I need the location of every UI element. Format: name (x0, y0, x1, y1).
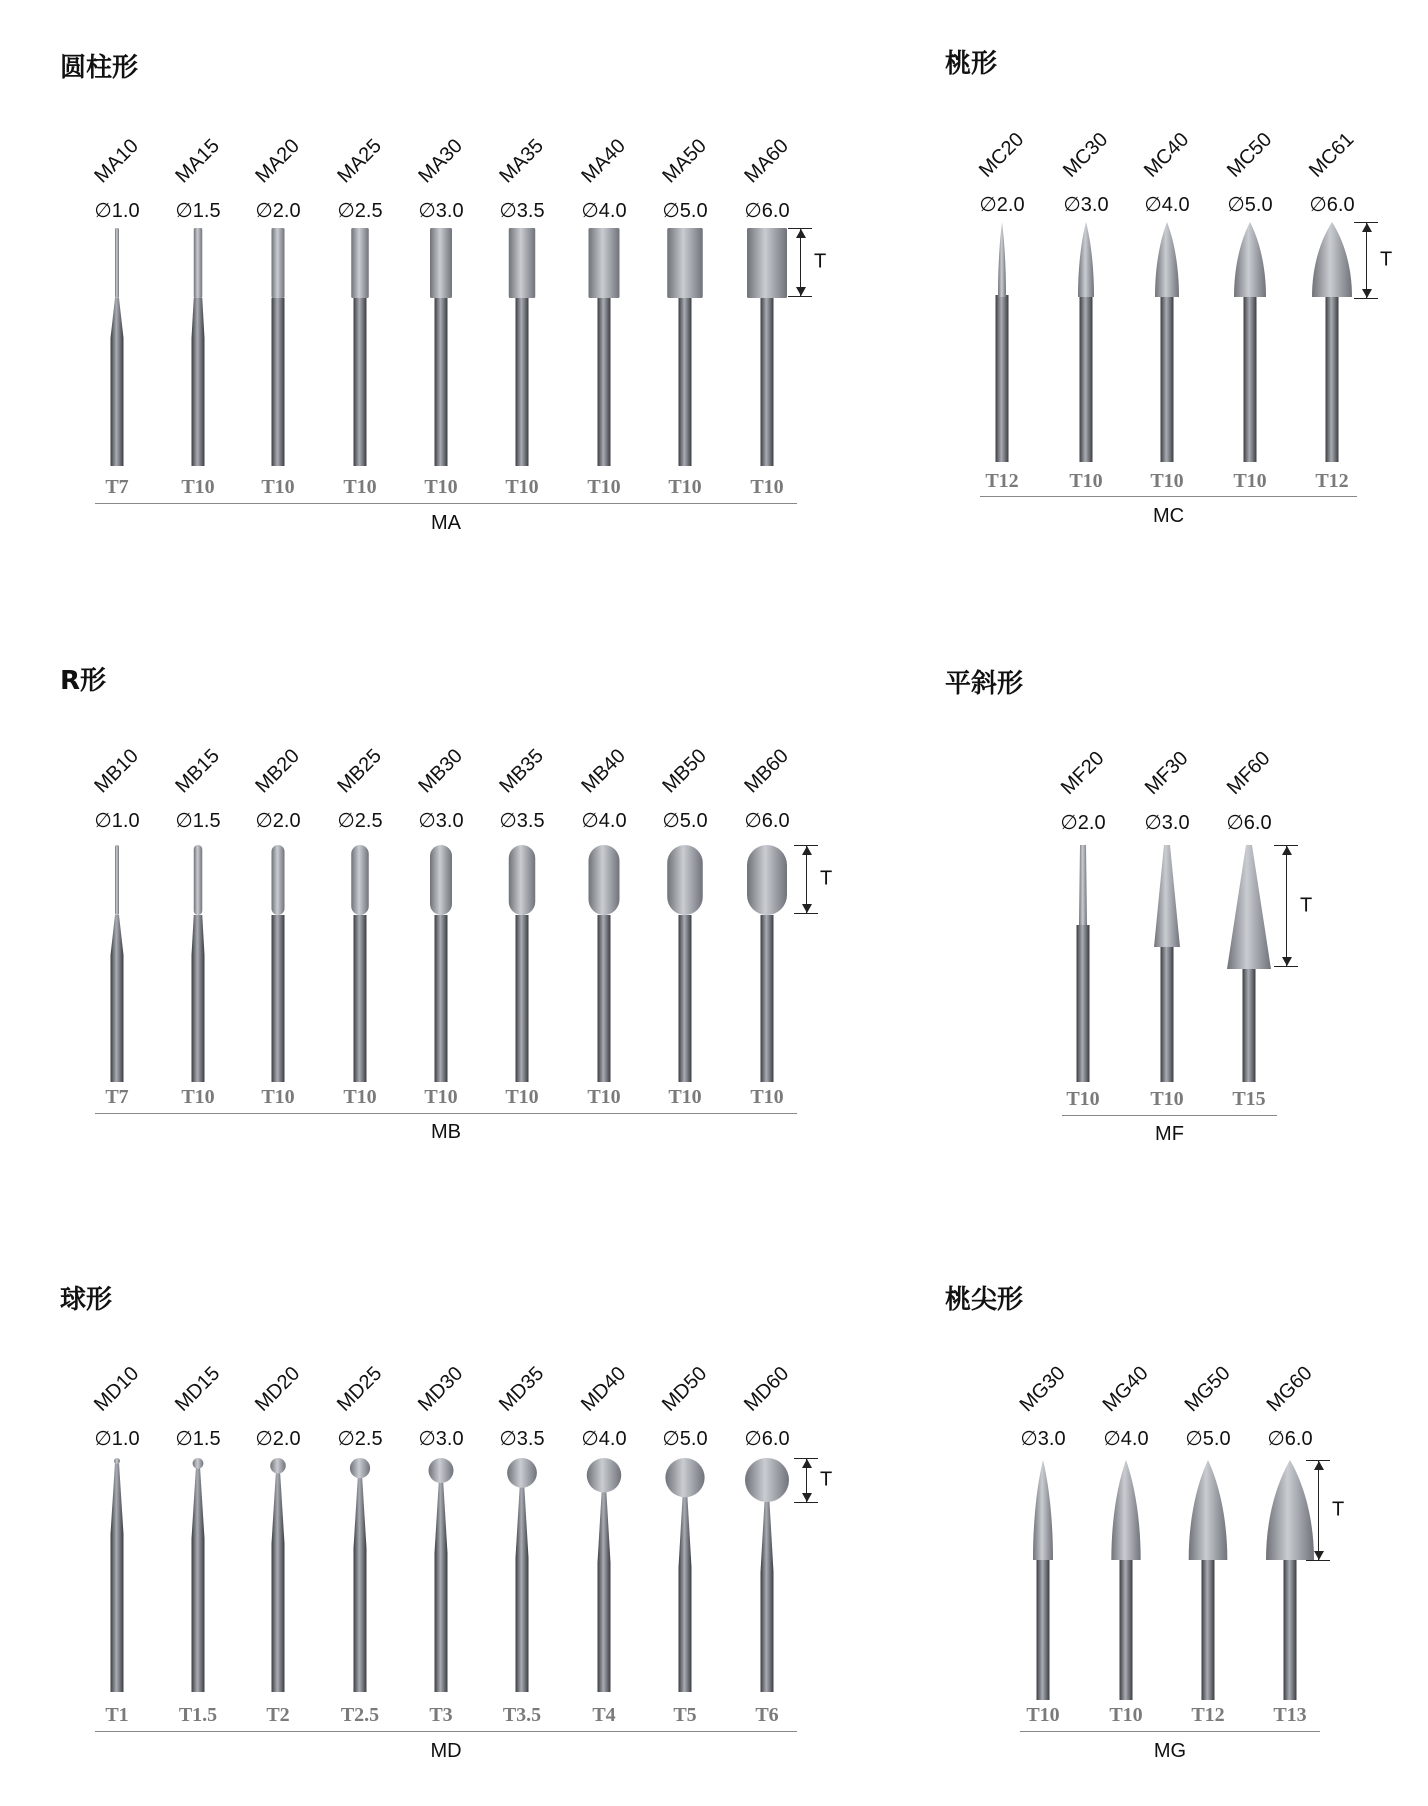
tool-head (507, 1458, 537, 1488)
tool-head (1078, 222, 1094, 297)
dimension-label: T (820, 867, 833, 890)
tool-image (411, 228, 471, 466)
series-underline (95, 1731, 797, 1732)
tool-diameter: ∅1.5 (175, 810, 221, 832)
tool-code: MA15 (171, 134, 224, 188)
tool-head (1111, 1460, 1140, 1560)
tool-diameter: ∅3.0 (1144, 812, 1190, 834)
tool-image (330, 228, 390, 466)
tool-diameter: ∅5.0 (662, 1428, 708, 1450)
tool-code: MB35 (495, 744, 548, 798)
tool-head (667, 845, 703, 915)
tool-head (351, 845, 369, 915)
arrow-up-icon (802, 1459, 812, 1468)
tool-head (115, 845, 119, 915)
tool-t-length: T10 (668, 1086, 702, 1108)
tool-t-length: T2.5 (340, 1704, 380, 1726)
tool-head (1155, 222, 1179, 297)
tool-shank (761, 298, 774, 466)
tool-t-length: T10 (1150, 470, 1184, 492)
tool-shank (1120, 1558, 1133, 1700)
tool-image (1096, 1460, 1156, 1700)
tool-neck (354, 1474, 367, 1692)
tool-diameter: ∅2.0 (255, 1428, 301, 1450)
tool-head (1154, 845, 1180, 947)
tool-code: MD20 (251, 1362, 305, 1416)
tool-neck (272, 1470, 285, 1692)
tool-shank (516, 915, 529, 1082)
arrow-down-icon (1362, 289, 1372, 298)
tool-image (87, 845, 147, 1082)
tool-head (272, 845, 285, 915)
tool-t-length: T7 (105, 1086, 129, 1108)
tool-image (492, 845, 552, 1082)
tool-head (1227, 845, 1271, 969)
tool-code: MD50 (658, 1362, 712, 1416)
series-label: MG (1153, 1740, 1187, 1762)
tool-code: MA40 (577, 134, 630, 188)
tool-t-length: T7 (105, 476, 129, 498)
tool-code: MD10 (90, 1362, 144, 1416)
tool-image (1056, 222, 1116, 462)
tool-diameter: ∅2.0 (255, 200, 301, 222)
tool-image (1013, 1460, 1073, 1700)
dimension-line (1286, 845, 1287, 966)
tool-code: MD25 (333, 1362, 387, 1416)
tool-code: MF60 (1222, 747, 1275, 800)
tool-diameter: ∅2.0 (979, 194, 1025, 216)
tool-code: MB25 (333, 744, 386, 798)
tool-code: MD60 (740, 1362, 794, 1416)
tool-image (1137, 845, 1197, 1082)
tool-code: MC20 (975, 128, 1029, 182)
tool-head (194, 845, 203, 915)
group-title: 球形 (60, 1285, 113, 1315)
tool-head (1189, 1460, 1228, 1560)
tool-diameter: ∅6.0 (1309, 194, 1355, 216)
tool-image (737, 1458, 797, 1692)
tool-diameter: ∅4.0 (1144, 194, 1190, 216)
dimension-marker (794, 845, 833, 913)
tool-code: MF30 (1140, 747, 1193, 800)
tool-image (330, 845, 390, 1082)
dimension-marker (1354, 222, 1393, 298)
tool-code: MA50 (658, 134, 711, 188)
tool-t-length: T10 (343, 476, 377, 498)
tool-t-length: T3.5 (502, 1704, 542, 1726)
tool-shank (435, 915, 448, 1082)
tool-neck (516, 1482, 529, 1692)
tool-image (411, 845, 471, 1082)
tool-shank (1080, 295, 1093, 462)
tool-t-length: T10 (750, 1086, 784, 1108)
dimension-tick-bottom (1354, 298, 1378, 299)
tool-t-length: T10 (261, 476, 295, 498)
arrow-down-icon (1314, 1551, 1324, 1560)
dimension-tick-bottom (1306, 1560, 1330, 1561)
tool-code: MA20 (251, 134, 304, 188)
tool-head (1312, 222, 1352, 297)
tool-t-length: T2 (266, 1704, 290, 1726)
tool-code: MB40 (577, 744, 630, 798)
tool-diameter: ∅5.0 (1185, 1428, 1231, 1450)
group-title: 桃尖形 (945, 1285, 1024, 1315)
tool-diameter: ∅1.5 (175, 200, 221, 222)
tool-code: MF20 (1056, 747, 1109, 800)
tool-image (492, 228, 552, 466)
tool-t-length: T10 (261, 1086, 295, 1108)
dimension-tick-bottom (794, 1502, 818, 1503)
tool-head (115, 228, 119, 298)
tool-head (589, 228, 620, 298)
tool-diameter: ∅3.5 (499, 1428, 545, 1450)
tool-code: MG30 (1015, 1362, 1070, 1417)
series-underline (1020, 1731, 1320, 1732)
tool-code: MB10 (90, 744, 143, 798)
tool-t-length: T12 (1191, 1704, 1225, 1726)
tool-image (737, 845, 797, 1082)
tool-t-length: T10 (1066, 1088, 1100, 1110)
tool-head (1033, 1460, 1053, 1560)
tool-image (655, 228, 715, 466)
tool-shank (761, 915, 774, 1082)
arrow-down-icon (802, 1493, 812, 1502)
tool-diameter: ∅6.0 (744, 1428, 790, 1450)
tool-diameter: ∅4.0 (581, 810, 627, 832)
tool-t-length: T15 (1232, 1088, 1266, 1110)
tool-image (574, 1458, 634, 1692)
tool-diameter: ∅4.0 (1103, 1428, 1149, 1450)
dimension-line (1366, 222, 1367, 298)
tool-code: MB20 (251, 744, 304, 798)
tool-neck (192, 1467, 205, 1692)
tool-t-length: T10 (505, 1086, 539, 1108)
series-label: MB (431, 1121, 461, 1143)
tool-head (747, 845, 787, 915)
dimension-marker (1274, 845, 1313, 966)
tool-shank (598, 298, 611, 466)
arrow-down-icon (1282, 957, 1292, 966)
tool-head (350, 1458, 370, 1478)
tool-code: MB60 (740, 744, 793, 798)
tool-image (1178, 1460, 1238, 1700)
tool-diameter: ∅3.0 (418, 1428, 464, 1450)
tool-image (1137, 222, 1197, 462)
dimension-label: T (814, 250, 827, 273)
tool-neck (192, 298, 205, 466)
tool-code: MC30 (1059, 128, 1113, 182)
tool-diameter: ∅1.0 (94, 200, 140, 222)
tool-image (330, 1458, 390, 1692)
dimension-tick-bottom (788, 296, 812, 297)
tool-diameter: ∅3.0 (418, 200, 464, 222)
tool-image (1302, 222, 1362, 462)
tool-code: MB30 (414, 744, 467, 798)
tool-t-length: T10 (750, 476, 784, 498)
tool-code: MA10 (90, 134, 143, 188)
series-underline (95, 503, 797, 504)
tool-neck (111, 1463, 124, 1692)
tool-diameter: ∅6.0 (1226, 812, 1272, 834)
tool-code: MC40 (1140, 128, 1194, 182)
tool-t-length: T1 (105, 1704, 129, 1726)
series-underline (1062, 1115, 1277, 1116)
tool-t-length: T12 (985, 470, 1019, 492)
tool-image (655, 1458, 715, 1692)
tool-t-length: T10 (668, 476, 702, 498)
tool-image (168, 228, 228, 466)
tool-image (168, 845, 228, 1082)
tool-shank (354, 298, 367, 466)
series-label: MF (1155, 1123, 1184, 1145)
tool-shank (354, 915, 367, 1082)
tool-code: MA30 (414, 134, 467, 188)
tool-t-length: T10 (1069, 470, 1103, 492)
tool-head (193, 1458, 204, 1469)
tool-image (1053, 845, 1113, 1082)
tool-diameter: ∅6.0 (744, 810, 790, 832)
tool-head (665, 1458, 704, 1497)
tool-t-length: T3 (429, 1704, 453, 1726)
tool-shank (679, 298, 692, 466)
tool-diameter: ∅2.5 (337, 810, 383, 832)
tool-t-length: T10 (1109, 1704, 1143, 1726)
tool-code: MG60 (1262, 1362, 1317, 1417)
tool-code: MD35 (495, 1362, 549, 1416)
tool-head (587, 1458, 622, 1493)
tool-code: MG40 (1098, 1362, 1153, 1417)
tool-shank (1284, 1558, 1297, 1700)
tool-t-length: T13 (1273, 1704, 1307, 1726)
dimension-tick-bottom (794, 913, 818, 914)
series-label: MA (431, 512, 461, 534)
tool-shank (1202, 1558, 1215, 1700)
tool-t-length: T10 (424, 476, 458, 498)
tool-t-length: T10 (505, 476, 539, 498)
tool-image (1219, 845, 1279, 1082)
tool-neck (679, 1489, 692, 1692)
arrow-down-icon (796, 287, 806, 296)
tool-shank (1161, 295, 1174, 462)
tool-diameter: ∅4.0 (581, 200, 627, 222)
tool-neck (111, 915, 124, 1082)
tool-t-length: T10 (1150, 1088, 1184, 1110)
tool-head (270, 1458, 286, 1474)
dimension-label: T (1380, 248, 1393, 271)
tool-code: MD40 (577, 1362, 631, 1416)
tool-head (747, 228, 787, 298)
tool-image (655, 845, 715, 1082)
tool-neck (598, 1486, 611, 1692)
tool-t-length: T10 (587, 476, 621, 498)
tool-t-length: T5 (673, 1704, 697, 1726)
tool-image (168, 1458, 228, 1692)
tool-head (1079, 845, 1087, 925)
group-title: 桃形 (945, 49, 998, 79)
tool-head (509, 228, 536, 298)
tool-diameter: ∅6.0 (1267, 1428, 1313, 1450)
tool-shank (435, 298, 448, 466)
tool-diameter: ∅1.5 (175, 1428, 221, 1450)
tool-image (248, 1458, 308, 1692)
tool-neck (111, 298, 124, 466)
dimension-marker (1306, 1460, 1345, 1560)
tool-diameter: ∅2.5 (337, 200, 383, 222)
dimension-label: T (820, 1468, 833, 1491)
tool-t-length: T10 (1233, 470, 1267, 492)
tool-head (430, 845, 452, 915)
dimension-tick-bottom (1274, 966, 1298, 967)
dimension-marker (794, 1458, 833, 1502)
tool-code: MC61 (1305, 128, 1359, 182)
tool-t-length: T10 (587, 1086, 621, 1108)
tool-code: MD30 (414, 1362, 468, 1416)
tool-t-length: T10 (343, 1086, 377, 1108)
dimension-line (800, 228, 801, 296)
tool-head (589, 845, 620, 915)
tool-image (248, 228, 308, 466)
tool-code: MD15 (171, 1362, 225, 1416)
tool-shank (272, 298, 285, 466)
tool-shank (1077, 925, 1090, 1082)
tool-image (574, 845, 634, 1082)
arrow-up-icon (802, 846, 812, 855)
tool-shank (679, 915, 692, 1082)
tool-diameter: ∅1.0 (94, 810, 140, 832)
tool-t-length: T12 (1315, 470, 1349, 492)
tool-code: MA25 (333, 134, 386, 188)
tool-shank (516, 298, 529, 466)
tool-diameter: ∅5.0 (662, 810, 708, 832)
tool-head (194, 228, 203, 298)
tool-head (1234, 222, 1266, 297)
arrow-down-icon (802, 904, 812, 913)
dimension-line (1318, 1460, 1319, 1560)
tool-shank (996, 295, 1009, 462)
group-title: 圆柱形 (60, 53, 139, 83)
tool-image (87, 228, 147, 466)
tool-image (87, 1458, 147, 1692)
tool-shank (598, 915, 611, 1082)
tool-diameter: ∅6.0 (744, 200, 790, 222)
series-label: MC (1152, 505, 1185, 527)
tool-head (745, 1458, 789, 1502)
tool-head (272, 228, 285, 298)
tool-diameter: ∅4.0 (581, 1428, 627, 1450)
tool-t-length: T10 (181, 1086, 215, 1108)
tool-shank (1244, 295, 1257, 462)
tool-image (411, 1458, 471, 1692)
tool-diameter: ∅3.0 (418, 810, 464, 832)
tool-code: MB15 (171, 744, 224, 798)
tool-diameter: ∅2.0 (255, 810, 301, 832)
tool-diameter: ∅3.5 (499, 810, 545, 832)
tool-diameter: ∅5.0 (662, 200, 708, 222)
tool-code: MA35 (495, 134, 548, 188)
dimension-label: T (1332, 1498, 1345, 1521)
series-label: MD (430, 1740, 462, 1762)
group-title: 平斜形 (945, 669, 1024, 699)
arrow-up-icon (796, 229, 806, 238)
tool-image (574, 228, 634, 466)
tool-diameter: ∅3.0 (1020, 1428, 1066, 1450)
tool-head (667, 228, 703, 298)
tool-image (248, 845, 308, 1082)
tool-code: MB50 (658, 744, 711, 798)
tool-shank (1243, 969, 1256, 1082)
series-underline (95, 1113, 797, 1114)
tool-diameter: ∅5.0 (1227, 194, 1273, 216)
tool-diameter: ∅1.0 (94, 1428, 140, 1450)
tool-shank (272, 915, 285, 1082)
tool-t-length: T4 (592, 1704, 616, 1726)
tool-head (351, 228, 369, 298)
tool-diameter: ∅3.0 (1063, 194, 1109, 216)
tool-head (509, 845, 536, 915)
tool-t-length: T6 (755, 1704, 779, 1726)
tool-diameter: ∅2.5 (337, 1428, 383, 1450)
tool-head (430, 228, 452, 298)
tool-diameter: ∅3.5 (499, 200, 545, 222)
group-title: R形 (60, 666, 107, 696)
tool-t-length: T10 (181, 476, 215, 498)
arrow-up-icon (1282, 846, 1292, 855)
tool-shank (1161, 947, 1174, 1082)
tool-code: MC50 (1223, 128, 1277, 182)
tool-t-length: T10 (424, 1086, 458, 1108)
series-underline (980, 496, 1357, 497)
tool-code: MA60 (740, 134, 793, 188)
tool-image (492, 1458, 552, 1692)
dimension-marker (788, 228, 827, 296)
tool-neck (192, 915, 205, 1082)
tool-shank (1326, 295, 1339, 462)
tool-image (972, 222, 1032, 462)
tool-diameter: ∅2.0 (1060, 812, 1106, 834)
tool-t-length: T1.5 (178, 1704, 218, 1726)
tool-image (1220, 222, 1280, 462)
tool-shank (1037, 1558, 1050, 1700)
tool-neck (761, 1493, 774, 1692)
tool-head (114, 1458, 120, 1464)
arrow-up-icon (1362, 223, 1372, 232)
dimension-label: T (1300, 894, 1313, 916)
tool-code: MG50 (1180, 1362, 1235, 1417)
dimension-line (806, 845, 807, 913)
tool-t-length: T10 (1026, 1704, 1060, 1726)
tool-head (429, 1458, 454, 1483)
tool-head (998, 222, 1006, 297)
arrow-up-icon (1314, 1461, 1324, 1470)
tool-neck (435, 1478, 448, 1692)
